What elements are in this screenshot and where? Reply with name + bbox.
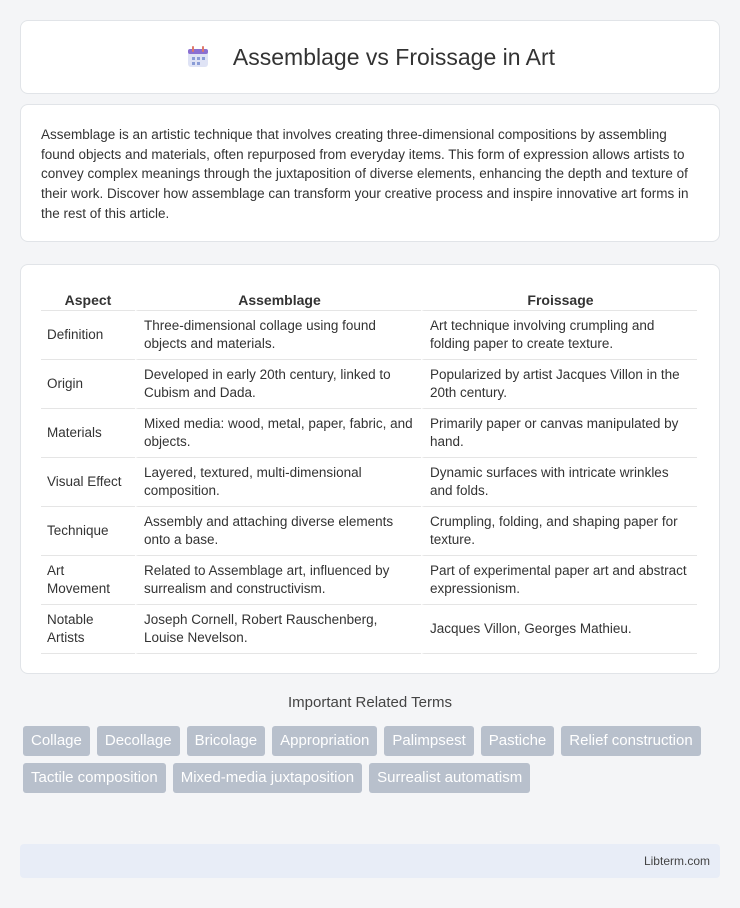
tag-pastiche[interactable]: Pastiche (481, 726, 555, 756)
froissage-cell: Dynamic surfaces with intricate wrinkles and folds. (421, 458, 697, 507)
column-header: Froissage (421, 285, 697, 311)
aspect-cell: Notable Artists (41, 605, 135, 654)
table-header-row (41, 285, 697, 311)
tag-relief-construction[interactable]: Relief construction (561, 726, 700, 756)
assemblage-cell: Three-dimensional collage using found objects and materials. (135, 311, 421, 360)
footer (20, 844, 720, 878)
froissage-cell: Primarily paper or canvas manipulated by hand. (421, 409, 697, 458)
header-card (20, 20, 720, 94)
aspect-cell: Technique (41, 507, 135, 556)
tag-collage[interactable]: Collage (23, 726, 90, 756)
related-terms-tags (23, 726, 713, 793)
calendar-icon (185, 44, 211, 70)
tag-palimpsest[interactable]: Palimpsest (384, 726, 473, 756)
aspect-cell: Art Movement (41, 556, 135, 605)
assemblage-cell: Layered, textured, multi-dimensional composition. (135, 458, 421, 507)
table-row (41, 507, 697, 556)
tag-appropriation[interactable]: Appropriation (272, 726, 377, 756)
froissage-cell: Jacques Villon, Georges Mathieu. (421, 605, 697, 654)
comparison-table (41, 285, 697, 654)
assemblage-cell: Related to Assemblage art, influenced by surrealism and constructivism. (135, 556, 421, 605)
table-row (41, 458, 697, 507)
assemblage-cell: Mixed media: wood, metal, paper, fabric, and objects. (135, 409, 421, 458)
froissage-cell: Popularized by artist Jacques Villon in the 20th century. (421, 360, 697, 409)
comparison-table-card (20, 264, 720, 674)
assemblage-cell: Developed in early 20th century, linked to Cubism and Dada. (135, 360, 421, 409)
assemblage-cell: Assembly and attaching diverse elements onto a base. (135, 507, 421, 556)
froissage-cell: Part of experimental paper art and abstract expressionism. (421, 556, 697, 605)
table-row (41, 311, 697, 360)
froissage-cell: Crumpling, folding, and shaping paper for texture. (421, 507, 697, 556)
froissage-cell: Art technique involving crumpling and folding paper to create texture. (421, 311, 697, 360)
tag-tactile-composition[interactable]: Tactile composition (23, 763, 166, 793)
intro-text: Assemblage is an artistic technique that involves creating three-dimensional compositions by assembling found objects and materials, often repurposed from everyday items. This form of expression allows artists to convey complex meanings through the juxtaposition of diverse elements, enhancing the depth and texture of their work. Discover how assemblage can transform your creative process and inspire innovative art forms in the rest of this article. (41, 127, 689, 221)
tag-bricolage[interactable]: Bricolage (187, 726, 266, 756)
tag-decollage[interactable]: Decollage (97, 726, 180, 756)
page-title: Assemblage vs Froissage in Art (232, 43, 556, 70)
column-header: Assemblage (135, 285, 421, 311)
table-row (41, 360, 697, 409)
column-header: Aspect (41, 285, 135, 311)
table-row (41, 605, 697, 654)
aspect-cell: Materials (41, 409, 135, 458)
table-row (41, 556, 697, 605)
assemblage-cell: Joseph Cornell, Robert Rauschenberg, Louise Nevelson. (135, 605, 421, 654)
footer-site-link[interactable]: Libterm.com (643, 854, 710, 868)
aspect-cell: Definition (41, 311, 135, 360)
tag-surrealist-automatism[interactable]: Surrealist automatism (369, 763, 530, 793)
intro-card (20, 104, 720, 242)
aspect-cell: Origin (41, 360, 135, 409)
related-terms-title: Important Related Terms (288, 694, 452, 711)
aspect-cell: Visual Effect (41, 458, 135, 507)
table-row (41, 409, 697, 458)
tag-mixed-media-juxtaposition[interactable]: Mixed-media juxtaposition (173, 763, 362, 793)
